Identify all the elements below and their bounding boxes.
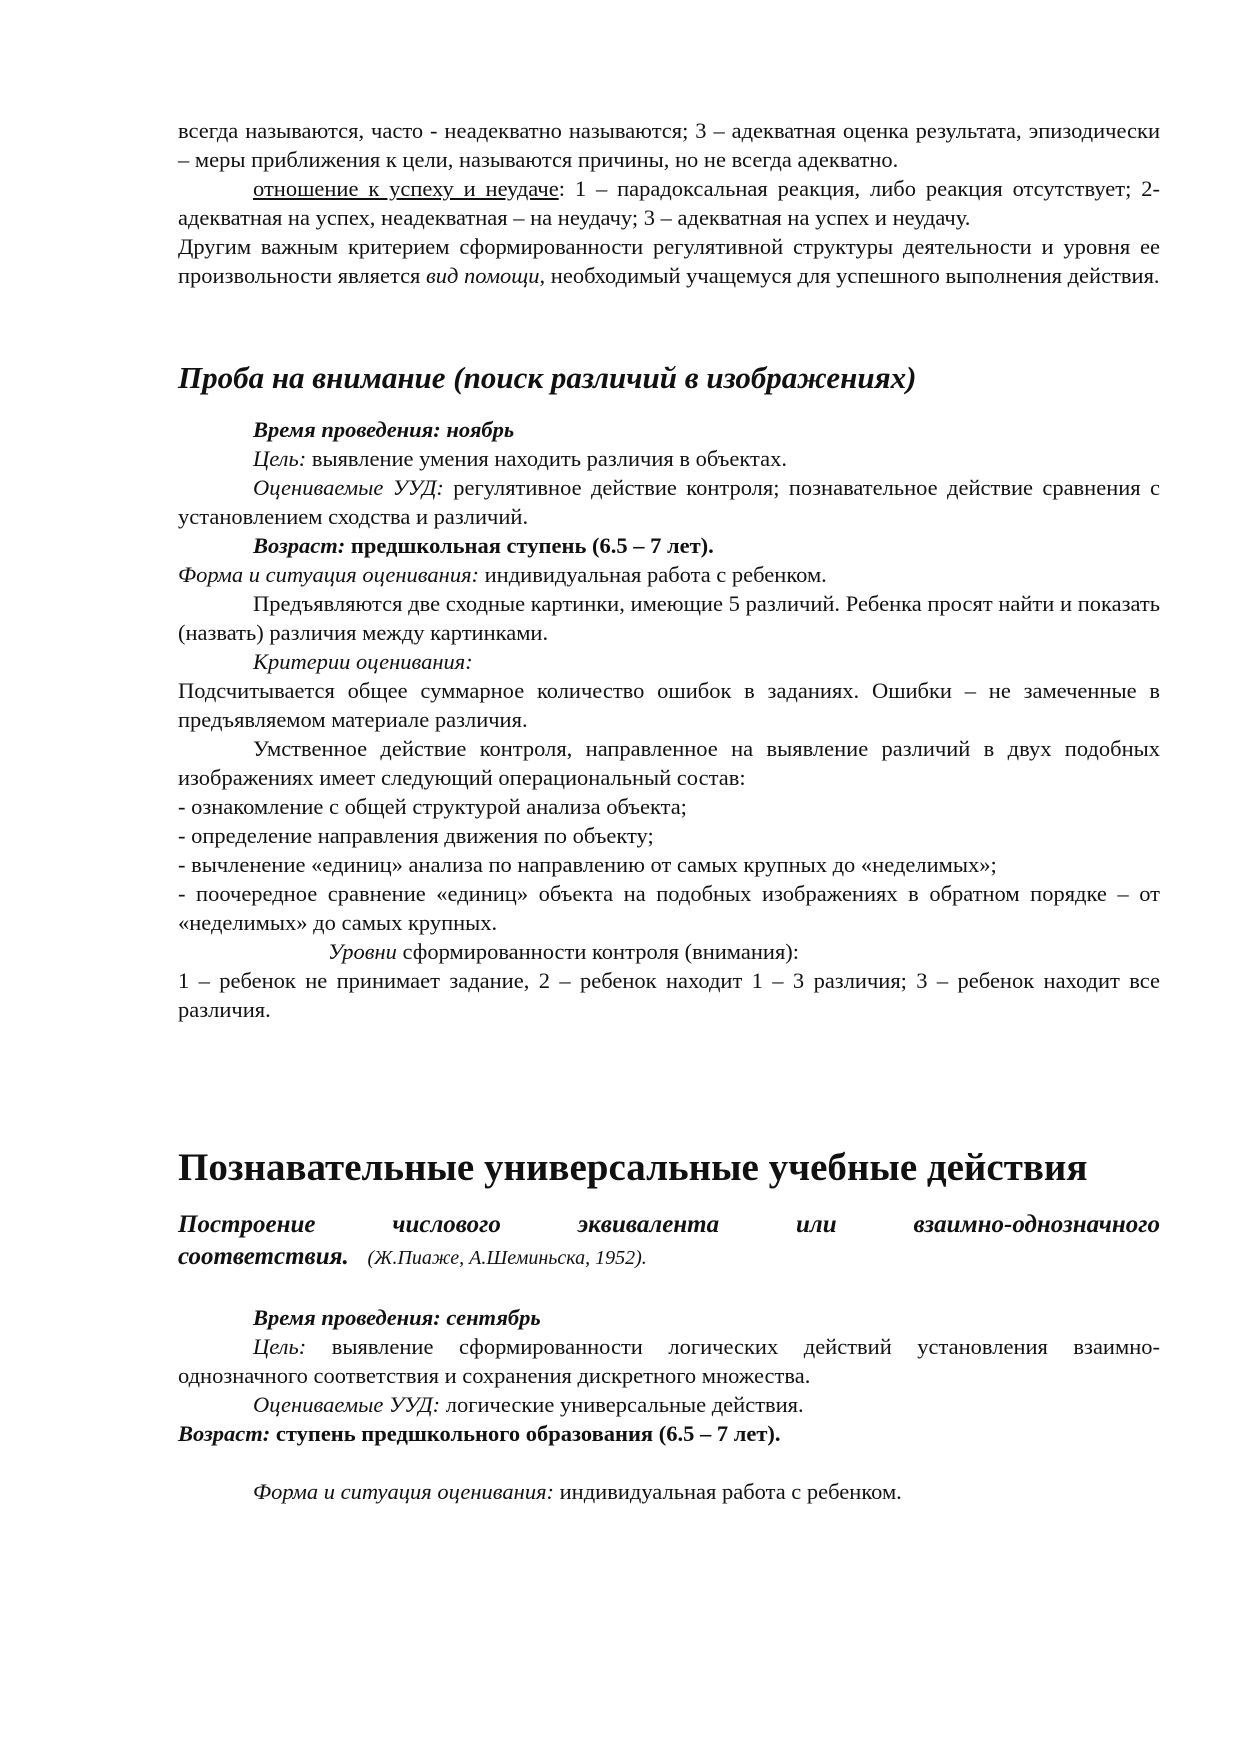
attention-step: - определение направления движения по объекту;: [178, 823, 654, 848]
attention-step: - вычленение «единиц» анализа по направлению от самых крупных до «неделимых»;: [178, 852, 997, 877]
attention-age-text: предшкольная ступень (6.5 – 7 лет).: [345, 533, 714, 558]
subtitle-word: соответствия.: [178, 1243, 349, 1270]
attitude-label: отношение к успеху и неудаче: [253, 176, 559, 201]
cognitive-form-label: Форма и ситуация оценивания:: [253, 1479, 555, 1504]
subtitle-word: взаимно-однозначного: [913, 1211, 1160, 1238]
attitude-paragraph: [178, 174, 1160, 232]
attention-age: [178, 531, 1160, 560]
document-page: [178, 116, 1160, 1506]
help-italic: вид помощи: [426, 263, 540, 288]
cognitive-uud: [178, 1390, 1160, 1419]
attention-section-title: Проба на внимание (поиск различий в изображениях): [178, 360, 917, 395]
attention-levels: [178, 937, 1160, 966]
attention-form-text: индивидуальная работа с ребенком.: [479, 562, 827, 587]
result-assessment-paragraph: всегда называются, часто - неадекватно называются; 3 – адекватная оценка результата, эпизодически – меры приближения к цели, называются причины, но не всегда адекватно.: [178, 118, 1160, 172]
attention-goal-label: Цель:: [253, 446, 307, 471]
subtitle-word: или: [796, 1211, 837, 1238]
attention-time: Время проведения: ноябрь: [253, 417, 515, 442]
attention-uud-text: регулятивное действие контроля; познавательное действие сравнения с установлением сходства и различий.: [178, 475, 1160, 529]
cognitive-goal: [178, 1332, 1160, 1390]
attention-step: - поочередное сравнение «единиц» объекта на подобных изображениях в обратном порядке – от «неделимых» до самых крупных.: [178, 881, 1160, 935]
attention-goal-text: выявление умения находить различия в объектах.: [306, 446, 787, 471]
attention-age-label: Возраст:: [253, 533, 346, 558]
cognitive-age-label: Возраст:: [178, 1421, 271, 1446]
subtitle-word: числового: [392, 1211, 501, 1238]
attention-form-label: Форма и ситуация оценивания:: [178, 562, 480, 587]
cognitive-age-text: ступень предшкольного образования (6.5 – 7 лет).: [270, 1421, 781, 1446]
help-text-end: , необходимый учащемуся для успешного выполнения действия.: [539, 263, 1160, 288]
cognitive-form-text: индивидуальная работа с ребенком.: [554, 1479, 902, 1504]
help-paragraph: [178, 232, 1160, 290]
attention-levels-label: Уровни: [328, 939, 397, 964]
attention-task: Предъявляются две сходные картинки, имеющие 5 различий. Ребенка просят найти и показать (назвать) различия между картинками.: [178, 591, 1160, 645]
attention-mental: Умственное действие контроля, направленное на выявление различий в двух подобных изображениях имеет следующий операциональный состав:: [178, 736, 1160, 790]
attention-levels-text: сформированности контроля (внимания):: [396, 939, 800, 964]
attention-uud-label: Оцениваемые УУД:: [253, 475, 444, 500]
cognitive-uud-text: логические универсальные действия.: [440, 1392, 804, 1417]
subtitle-reference: (Ж.Пиаже, А.Шеминьска, 1952).: [367, 1247, 647, 1269]
cognitive-age: [178, 1419, 1160, 1448]
cognitive-subtitle: [178, 1209, 1160, 1274]
cognitive-subtitle-line1: [178, 1209, 1160, 1241]
cognitive-goal-text: выявление сформированности логических действий установления взаимно-однозначного соответствия и сохранения дискретного множества.: [178, 1334, 1160, 1388]
attitude-text: : 1 – парадоксальная реакция, либо реакция отсутствует; 2- адекватная на успех, неадекватная – на неудачу; 3 – адекватная на успех и неудачу.: [178, 176, 1160, 230]
cognitive-uud-label: Оцениваемые УУД:: [253, 1392, 441, 1417]
subtitle-word: эквивалента: [577, 1211, 720, 1238]
attention-criteria-label: Критерии оценивания:: [253, 649, 473, 674]
subtitle-word: Построение: [178, 1211, 316, 1238]
attention-count: Подсчитывается общее суммарное количество ошибок в заданиях. Ошибки – не замеченные в предъявляемом материале различия.: [178, 678, 1160, 732]
attention-step: - ознакомление с общей структурой анализа объекта;: [178, 794, 687, 819]
cognitive-subtitle-line2: [178, 1241, 1160, 1274]
cognitive-form: [178, 1477, 1160, 1506]
cognitive-goal-label: Цель:: [253, 1334, 307, 1359]
cognitive-section-title: Познавательные универсальные учебные действия: [178, 1146, 1088, 1189]
attention-levels-result: 1 – ребенок не принимает задание, 2 – ребенок находит 1 – 3 различия; 3 – ребенок находит все различия.: [178, 968, 1160, 1022]
attention-goal: [178, 444, 1160, 473]
cognitive-time: Время проведения: сентябрь: [253, 1305, 541, 1330]
attention-form: [178, 560, 1160, 589]
attention-uud: [178, 473, 1160, 531]
help-text-start: Другим важным критерием сформированности регулятивной структуры деятельности и уровня ее произвольности является: [178, 234, 1160, 288]
